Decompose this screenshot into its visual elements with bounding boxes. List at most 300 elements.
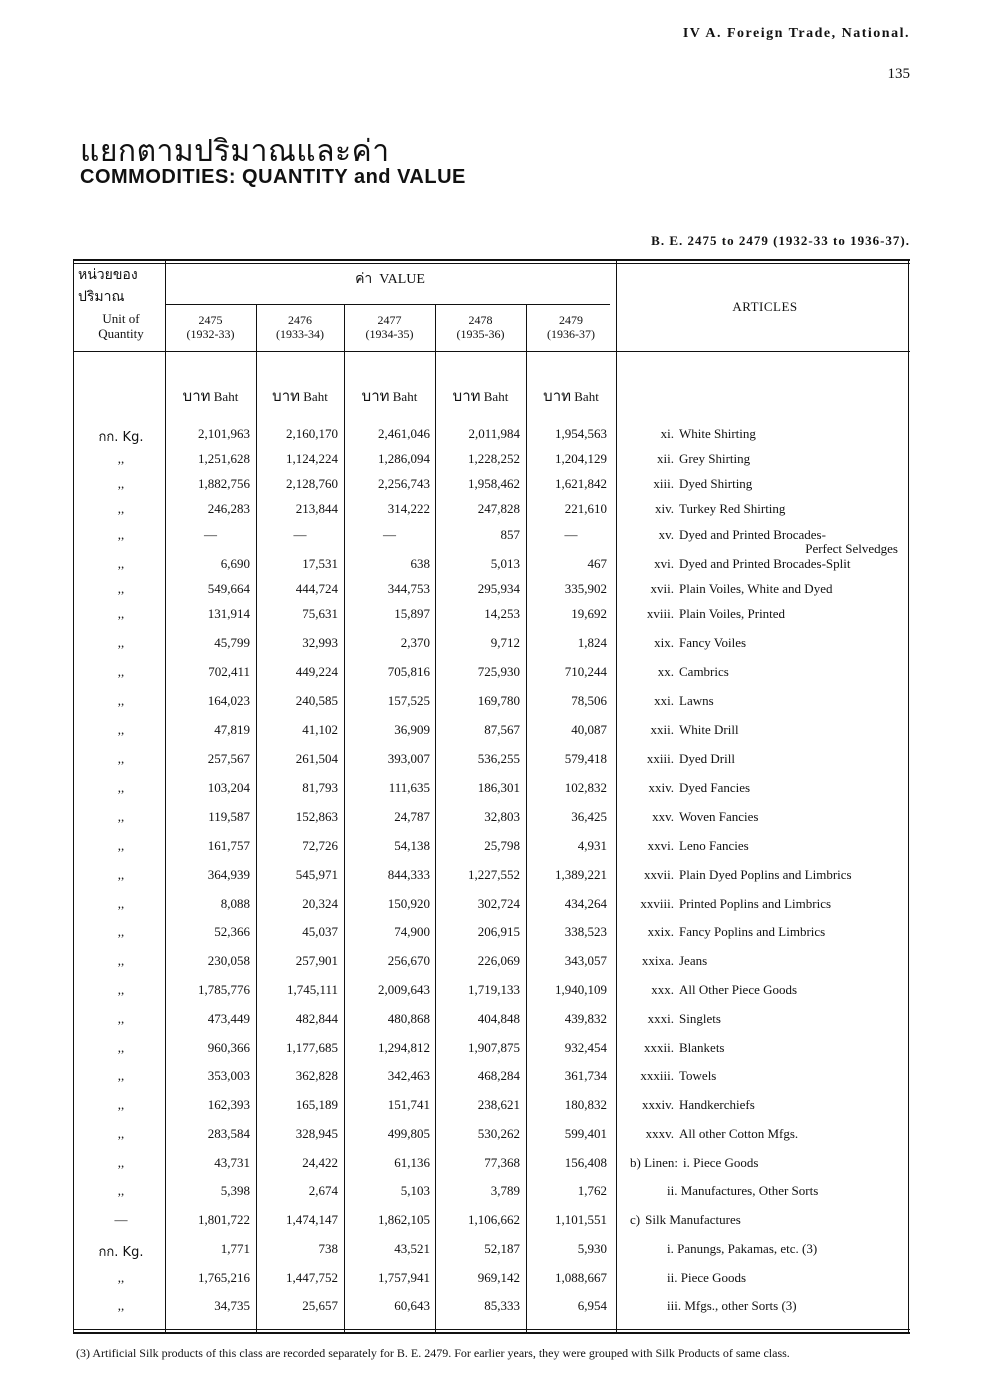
value-cell: 328,945: [295, 1126, 338, 1141]
article-cell: [622, 476, 912, 492]
value-cell: 6,954: [577, 1298, 607, 1313]
table-row: [0, 1126, 990, 1148]
table-row: [0, 1097, 990, 1119]
value-cell: 164,023: [207, 693, 250, 708]
value-cell: 41,102: [302, 722, 338, 737]
article-cell: [622, 1097, 912, 1113]
article-cell: [622, 664, 912, 680]
unit-cell: ,,: [117, 1155, 125, 1170]
unit-cell: ,,: [117, 1183, 125, 1198]
value-cell: 969,142: [477, 1270, 520, 1285]
article-cell: [622, 1011, 912, 1027]
article-continuation: Perfect Selvedges: [805, 541, 898, 556]
unit-cell: ,,: [117, 1068, 125, 1083]
period-label: B. E. 2475 to 2479 (1932-33 to 1936-37).: [651, 233, 910, 248]
table-row: [0, 1241, 990, 1263]
unit-cell: ,,: [117, 606, 125, 621]
value-cell: 5,013: [490, 556, 520, 571]
article-name: Blankets: [679, 1040, 725, 1055]
value-cell: 247,828: [477, 501, 520, 516]
table-bottom-rule-2: [73, 1332, 910, 1334]
article-number: xxxiv.: [641, 1097, 674, 1112]
article-cell: [622, 501, 912, 517]
value-cell: 36,425: [571, 809, 607, 824]
value-cell: 257,567: [207, 751, 250, 766]
table-row: [0, 1183, 990, 1205]
article-cell: [622, 451, 912, 467]
value-cell: 314,222: [387, 501, 430, 516]
value-header: ค่า VALUE: [355, 271, 425, 287]
value-cell: 230,058: [207, 953, 250, 968]
table-row: [0, 838, 990, 860]
table-row: [0, 1068, 990, 1090]
article-name: Plain Voiles, White and Dyed: [679, 581, 833, 596]
table-row: [0, 1155, 990, 1177]
table-row: [0, 664, 990, 686]
value-cell: 152,863: [295, 809, 338, 824]
value-cell: 43,521: [394, 1241, 430, 1256]
article-number: xxiv.: [648, 780, 674, 795]
unit-cell: กก. Kg.: [98, 430, 144, 445]
article-cell: [622, 722, 912, 738]
year-header: 2479 (1936-37): [547, 313, 595, 341]
table-row: [0, 809, 990, 831]
value-cell: 599,401: [564, 1126, 607, 1141]
value-cell: 20,324: [302, 896, 338, 911]
unit-cell: ,,: [117, 581, 125, 596]
article-number: xiii.: [653, 476, 674, 491]
unit-cell: ,,: [117, 1270, 125, 1285]
table-row: [0, 780, 990, 802]
value-cell: 257,901: [295, 953, 338, 968]
table-row: [0, 982, 990, 1004]
unit-cell: ,,: [117, 1097, 125, 1112]
value-cell: 61,136: [394, 1155, 430, 1170]
value-cell: 75,631: [302, 606, 338, 621]
article-name: Cambrics: [679, 664, 729, 679]
value-cell: 34,735: [214, 1298, 250, 1313]
value-cell: 60,643: [394, 1298, 430, 1313]
article-number: xxxii.: [644, 1040, 674, 1055]
unit-cell: ,,: [117, 953, 125, 968]
value-cell: 5,398: [220, 1183, 250, 1198]
unit-cell: กก. Kg.: [98, 1245, 144, 1260]
article-cell: [622, 809, 912, 825]
value-cell: 1,745,111: [286, 982, 338, 997]
article-name: Dyed and Printed Brocades-: [679, 527, 826, 542]
value-cell: 186,301: [477, 780, 520, 795]
article-cell: [622, 1155, 912, 1171]
currency-header: บาท Baht: [182, 387, 239, 405]
article-number: xix.: [654, 635, 674, 650]
value-cell: 1,862,105: [378, 1212, 430, 1227]
table-row: [0, 527, 990, 556]
value-cell: 14,253: [484, 606, 520, 621]
article-number: xiv.: [654, 501, 674, 516]
value-cell: 151,741: [387, 1097, 430, 1112]
value-cell: 3,789: [490, 1183, 520, 1198]
article-number: xxi.: [654, 693, 674, 708]
unit-cell: ,,: [117, 722, 125, 737]
value-cell: 15,897: [394, 606, 430, 621]
value-cell: 530,262: [477, 1126, 520, 1141]
value-cell: 102,832: [564, 780, 607, 795]
value-subheader-rule: [165, 304, 610, 305]
value-cell: 81,793: [302, 780, 338, 795]
value-cell: 335,902: [564, 581, 607, 596]
value-cell: 206,915: [477, 924, 520, 939]
value-cell: 473,449: [207, 1011, 250, 1026]
value-cell: 52,366: [214, 924, 250, 939]
table-row: [0, 1212, 990, 1234]
article-number: xxiii.: [646, 751, 674, 766]
value-cell: 302,724: [477, 896, 520, 911]
table-top-rule-2: [73, 263, 910, 264]
article-name: Plain Voiles, Printed: [679, 606, 786, 621]
article-cell: [622, 581, 912, 597]
value-cell: 1,474,147: [286, 1212, 338, 1227]
article-number: xxvi.: [647, 838, 674, 853]
article-number: xxxi.: [647, 1011, 674, 1026]
article-number: xvii.: [650, 581, 674, 596]
article-number: xxii.: [650, 722, 674, 737]
unit-cell: ,,: [117, 1126, 125, 1141]
value-cell: 6,690: [220, 556, 250, 571]
value-cell: —: [293, 527, 307, 542]
unit-cell: ,,: [117, 1011, 125, 1026]
value-cell: 1,765,216: [198, 1270, 250, 1285]
value-cell: 705,816: [387, 664, 430, 679]
value-cell: 103,204: [207, 780, 250, 795]
value-cell: 156,408: [564, 1155, 607, 1170]
value-cell: 638: [410, 556, 430, 571]
value-cell: 1,882,756: [198, 476, 250, 491]
value-cell: 45,037: [302, 924, 338, 939]
unit-cell: ,,: [117, 664, 125, 679]
unit-cell: ,,: [117, 838, 125, 853]
value-cell: 1,228,252: [468, 451, 520, 466]
value-cell: 1,177,685: [286, 1040, 338, 1055]
article-cell: [622, 896, 912, 912]
table-row: [0, 556, 990, 578]
value-cell: 338,523: [564, 924, 607, 939]
value-cell: 579,418: [564, 751, 607, 766]
value-cell: 213,844: [295, 501, 338, 516]
value-cell: 43,731: [214, 1155, 250, 1170]
value-cell: 364,939: [207, 867, 250, 882]
value-cell: 1,824: [577, 635, 607, 650]
article-cell: [622, 556, 912, 572]
running-title: IV A. Foreign Trade, National.: [682, 26, 910, 41]
value-cell: 1,801,722: [198, 1212, 250, 1227]
article-name: All Other Piece Goods: [679, 982, 798, 997]
value-cell: 439,832: [564, 1011, 607, 1026]
value-cell: 344,753: [387, 581, 430, 596]
article-cell: [622, 1126, 912, 1142]
value-cell: 1,294,812: [378, 1040, 430, 1055]
unit-cell: ,,: [117, 1040, 125, 1055]
header-bottom-rule: [73, 351, 910, 352]
value-cell: 1,447,752: [286, 1270, 338, 1285]
table-row: [0, 476, 990, 498]
article-number: xxx.: [651, 982, 674, 997]
value-cell: 283,584: [207, 1126, 250, 1141]
article-cell: [622, 751, 912, 767]
article-cell: [622, 426, 912, 442]
value-cell: 434,264: [564, 896, 607, 911]
unit-cell: ,,: [117, 924, 125, 939]
article-name: ii. Piece Goods: [667, 1270, 747, 1285]
table-row: [0, 693, 990, 715]
value-cell: 87,567: [484, 722, 520, 737]
value-cell: 8,088: [220, 896, 250, 911]
value-cell: 1,757,941: [378, 1270, 430, 1285]
value-cell: 52,187: [484, 1241, 520, 1256]
table-row: [0, 1298, 990, 1320]
value-cell: 119,587: [208, 809, 250, 824]
article-name: Leno Fancies: [679, 838, 749, 853]
unit-cell: —: [114, 1212, 128, 1227]
footnote: (3) Artificial Silk products of this class are recorded separately for B. E. 2479. For earlier years, they were grouped with Silk Products of same class.: [76, 1346, 790, 1360]
unit-cell: ,,: [117, 1298, 125, 1313]
value-cell: 72,726: [302, 838, 338, 853]
unit-header-thai: หน่วยของ ปริมาณ: [78, 267, 138, 305]
article-number: b) Linen:: [630, 1155, 679, 1170]
article-number: xxixa.: [641, 953, 674, 968]
article-name: Turkey Red Shirting: [679, 501, 786, 516]
value-cell: 857: [500, 527, 520, 542]
value-cell: 393,007: [387, 751, 430, 766]
value-cell: 32,803: [484, 809, 520, 824]
value-cell: 2,009,643: [378, 982, 430, 997]
article-name: Woven Fancies: [679, 809, 759, 824]
value-cell: 9,712: [490, 635, 520, 650]
year-header: 2475 (1932-33): [186, 313, 235, 341]
unit-cell: ,,: [117, 896, 125, 911]
value-cell: 545,971: [295, 867, 338, 882]
article-number: xii.: [657, 451, 674, 466]
value-cell: 2,128,760: [286, 476, 338, 491]
article-cell: [622, 693, 912, 709]
value-cell: 131,914: [207, 606, 250, 621]
value-cell: —: [383, 527, 396, 542]
article-name: Grey Shirting: [679, 451, 751, 466]
value-cell: 221,610: [564, 501, 607, 516]
table-row: [0, 953, 990, 975]
value-cell: 1,106,662: [468, 1212, 520, 1227]
article-name: i. Piece Goods: [683, 1155, 759, 1170]
value-cell: 24,787: [394, 809, 430, 824]
page-number: 135: [887, 66, 910, 82]
value-cell: 342,463: [387, 1068, 430, 1083]
unit-cell: ,,: [117, 527, 125, 542]
article-name: Fancy Poplins and Limbrics: [679, 924, 826, 939]
value-cell: 1,124,224: [286, 451, 338, 466]
value-cell: 2,461,046: [378, 426, 430, 441]
value-cell: 960,366: [207, 1040, 250, 1055]
article-name: Silk Manufactures: [645, 1212, 741, 1227]
article-number: xxix.: [647, 924, 674, 939]
value-cell: 1,389,221: [555, 867, 607, 882]
table-row: [0, 896, 990, 918]
value-cell: 161,757: [207, 838, 250, 853]
value-cell: 549,664: [207, 581, 250, 596]
value-cell: 1,958,462: [468, 476, 520, 491]
value-cell: 444,724: [295, 581, 338, 596]
value-cell: 2,011,984: [468, 426, 520, 441]
value-cell: 2,160,170: [286, 426, 338, 441]
articles-header: ARTICLES: [732, 299, 798, 314]
unit-cell: ,,: [117, 476, 125, 491]
currency-header: บาท Baht: [452, 387, 509, 405]
article-cell: [622, 1183, 912, 1199]
article-number: xvi.: [654, 556, 674, 571]
unit-cell: ,,: [117, 982, 125, 997]
value-cell: 169,780: [477, 693, 520, 708]
value-cell: 2,256,743: [378, 476, 430, 491]
value-cell: 1,771: [220, 1241, 250, 1256]
article-name: Dyed Shirting: [679, 476, 753, 491]
article-name: i. Panungs, Pakamas, etc. (3): [667, 1241, 818, 1256]
article-name: iii. Mfgs., other Sorts (3): [667, 1298, 797, 1313]
article-cell: [622, 982, 912, 998]
currency-header: บาท Baht: [361, 387, 418, 405]
value-cell: 45,799: [214, 635, 250, 650]
value-cell: 256,670: [387, 953, 430, 968]
table-row: [0, 751, 990, 773]
unit-cell: ,,: [117, 867, 125, 882]
article-cell: [622, 635, 912, 651]
value-cell: 238,621: [477, 1097, 520, 1112]
value-cell: 19,692: [571, 606, 607, 621]
value-cell: 1,762: [577, 1183, 607, 1198]
value-cell: 150,920: [387, 896, 430, 911]
article-cell: [622, 1040, 912, 1056]
table-top-rule: [73, 259, 910, 261]
value-cell: 353,003: [207, 1068, 250, 1083]
value-cell: 467: [587, 556, 607, 571]
value-cell: 702,411: [208, 664, 250, 679]
value-cell: 1,101,551: [555, 1212, 607, 1227]
value-cell: 480,868: [387, 1011, 430, 1026]
value-cell: 47,819: [214, 722, 250, 737]
value-cell: 36,909: [394, 722, 430, 737]
table-row: [0, 722, 990, 744]
table-row: [0, 501, 990, 523]
value-cell: 240,585: [295, 693, 338, 708]
article-name: Fancy Voiles: [679, 635, 747, 650]
table-row: [0, 867, 990, 889]
table-row: [0, 1040, 990, 1062]
value-cell: 844,333: [387, 867, 430, 882]
value-cell: 361,734: [564, 1068, 607, 1083]
value-cell: 25,798: [484, 838, 520, 853]
value-cell: 2,370: [400, 635, 430, 650]
value-cell: 725,930: [477, 664, 520, 679]
article-name: White Drill: [679, 722, 739, 737]
value-cell: 343,057: [564, 953, 607, 968]
article-cell: [622, 1212, 912, 1228]
table-row: [0, 451, 990, 473]
value-cell: 261,504: [295, 751, 338, 766]
value-cell: 1,785,776: [198, 982, 250, 997]
value-cell: 226,069: [477, 953, 520, 968]
table-bottom-rule: [73, 1329, 910, 1330]
value-cell: 180,832: [564, 1097, 607, 1112]
value-cell: 54,138: [394, 838, 430, 853]
article-name: White Shirting: [679, 426, 756, 441]
article-name: Dyed Fancies: [679, 780, 751, 795]
value-cell: 1,954,563: [555, 426, 607, 441]
value-cell: —: [204, 527, 217, 542]
article-name: Singlets: [679, 1011, 721, 1026]
article-name: Printed Poplins and Limbrics: [679, 896, 832, 911]
value-cell: 449,224: [295, 664, 338, 679]
value-cell: 4,931: [577, 838, 607, 853]
article-name: Lawns: [679, 693, 714, 708]
unit-cell: ,,: [117, 556, 125, 571]
article-number: c): [630, 1212, 641, 1227]
value-cell: 17,531: [302, 556, 338, 571]
value-cell: 246,283: [207, 501, 250, 516]
value-cell: 5,930: [577, 1241, 607, 1256]
article-name: Jeans: [679, 953, 708, 968]
table-row: [0, 635, 990, 657]
value-cell: 932,454: [564, 1040, 607, 1055]
year-header: 2476 (1933-34): [276, 313, 324, 341]
article-name: Handkerchiefs: [679, 1097, 755, 1112]
value-cell: 710,244: [564, 664, 607, 679]
unit-cell: ,,: [117, 635, 125, 650]
value-cell: 1,227,552: [468, 867, 520, 882]
value-cell: 1,907,875: [468, 1040, 520, 1055]
value-cell: 85,333: [484, 1298, 520, 1313]
currency-header: บาท Baht: [543, 387, 599, 405]
article-cell: [622, 867, 912, 883]
year-header: 2477 (1934-35): [365, 313, 414, 341]
unit-cell: ,,: [117, 693, 125, 708]
article-number: xxv.: [652, 809, 674, 824]
value-cell: 77,368: [484, 1155, 520, 1170]
unit-cell: ,,: [117, 751, 125, 766]
article-number: xi.: [660, 426, 674, 441]
value-cell: 1,940,109: [555, 982, 607, 997]
value-cell: 1,204,129: [555, 451, 607, 466]
value-cell: 74,900: [394, 924, 430, 939]
value-cell: 111,635: [388, 780, 430, 795]
value-cell: 157,525: [387, 693, 430, 708]
table-row: [0, 426, 990, 448]
table-row: [0, 1011, 990, 1033]
article-cell: [622, 606, 912, 622]
article-cell: [622, 953, 912, 969]
value-cell: 499,805: [387, 1126, 430, 1141]
value-cell: 738: [318, 1241, 338, 1256]
value-cell: —: [564, 527, 578, 542]
article-name: All other Cotton Mfgs.: [679, 1126, 799, 1141]
article-number: xxvii.: [644, 867, 674, 882]
value-cell: 5,103: [400, 1183, 430, 1198]
article-cell: [622, 1068, 912, 1084]
article-name: ii. Manufactures, Other Sorts: [667, 1183, 819, 1198]
article-name: Plain Dyed Poplins and Limbrics: [679, 867, 852, 882]
value-cell: 1,251,628: [198, 451, 250, 466]
value-cell: 32,993: [302, 635, 338, 650]
article-name: Dyed and Printed Brocades-Split: [679, 556, 851, 571]
unit-cell: ,,: [117, 501, 125, 516]
article-cell: [622, 780, 912, 796]
value-cell: 78,506: [571, 693, 607, 708]
